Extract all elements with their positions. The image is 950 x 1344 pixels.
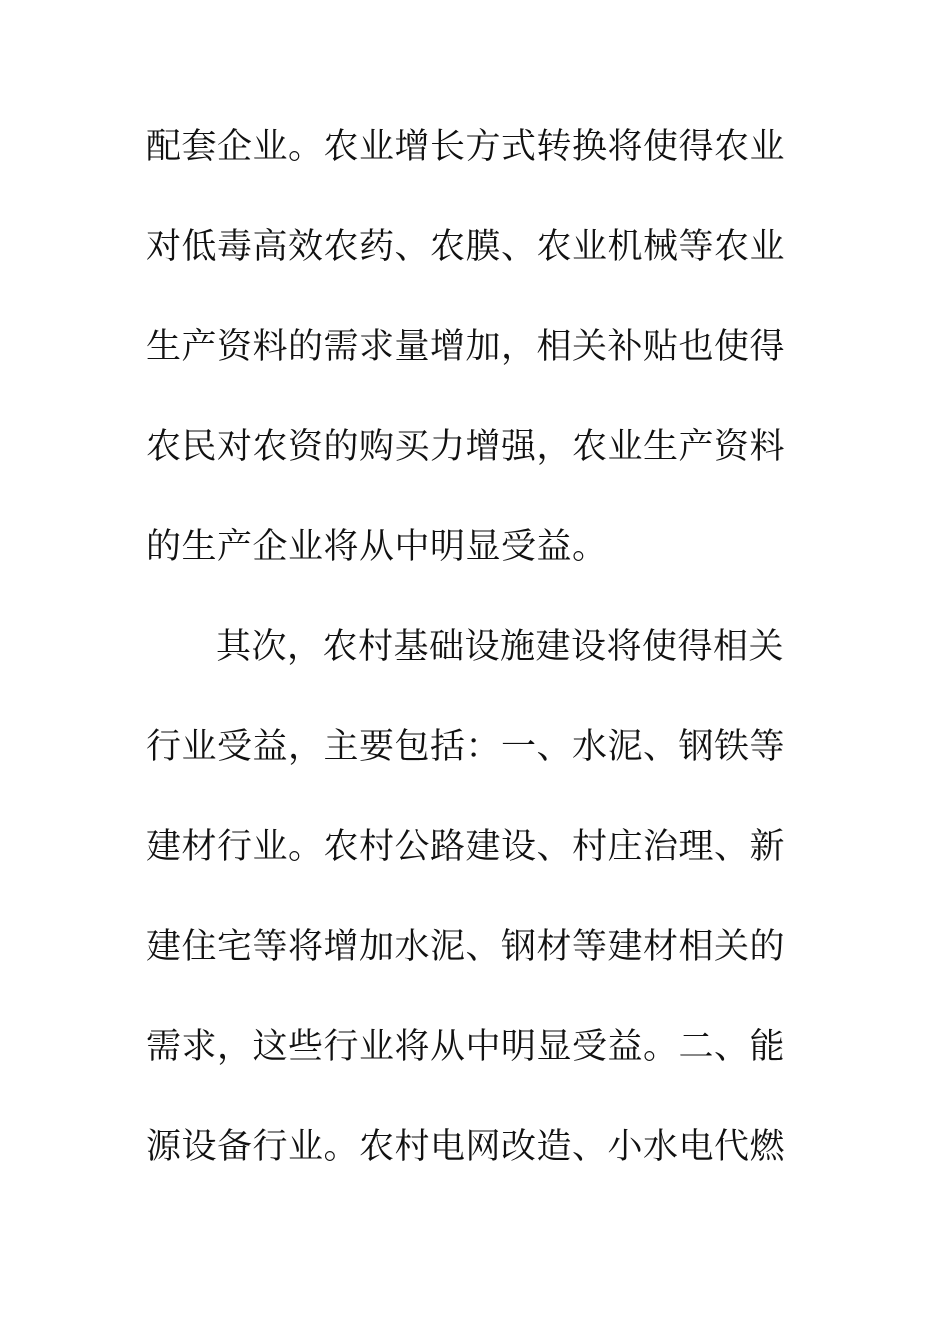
text-line-2: 对低毒高效农药、农膜、农业机械等农业 — [146, 227, 786, 267]
text-line-1: 配套企业。农业增长方式转换将使得农业 — [146, 127, 786, 167]
text-line-5: 的生产企业将从中明显受益。 — [146, 527, 608, 567]
text-line-7: 行业受益，主要包括：一、水泥、钢铁等 — [146, 727, 786, 767]
text-line-9: 建住宅等将增加水泥、钢材等建材相关的 — [146, 927, 786, 967]
text-line-3: 生产资料的需求量增加，相关补贴也使得 — [146, 327, 786, 367]
text-line-6: 其次，农村基础设施建设将使得相关 — [216, 627, 785, 667]
text-line-11: 源设备行业。农村电网改造、小水电代燃 — [146, 1127, 786, 1167]
text-line-4: 农民对农资的购买力增强，农业生产资料 — [146, 427, 786, 467]
text-line-10: 需求，这些行业将从中明显受益。二、能 — [146, 1027, 786, 1067]
body-text — [146, 122, 786, 1222]
text-line-8: 建材行业。农村公路建设、村庄治理、新 — [146, 827, 786, 867]
